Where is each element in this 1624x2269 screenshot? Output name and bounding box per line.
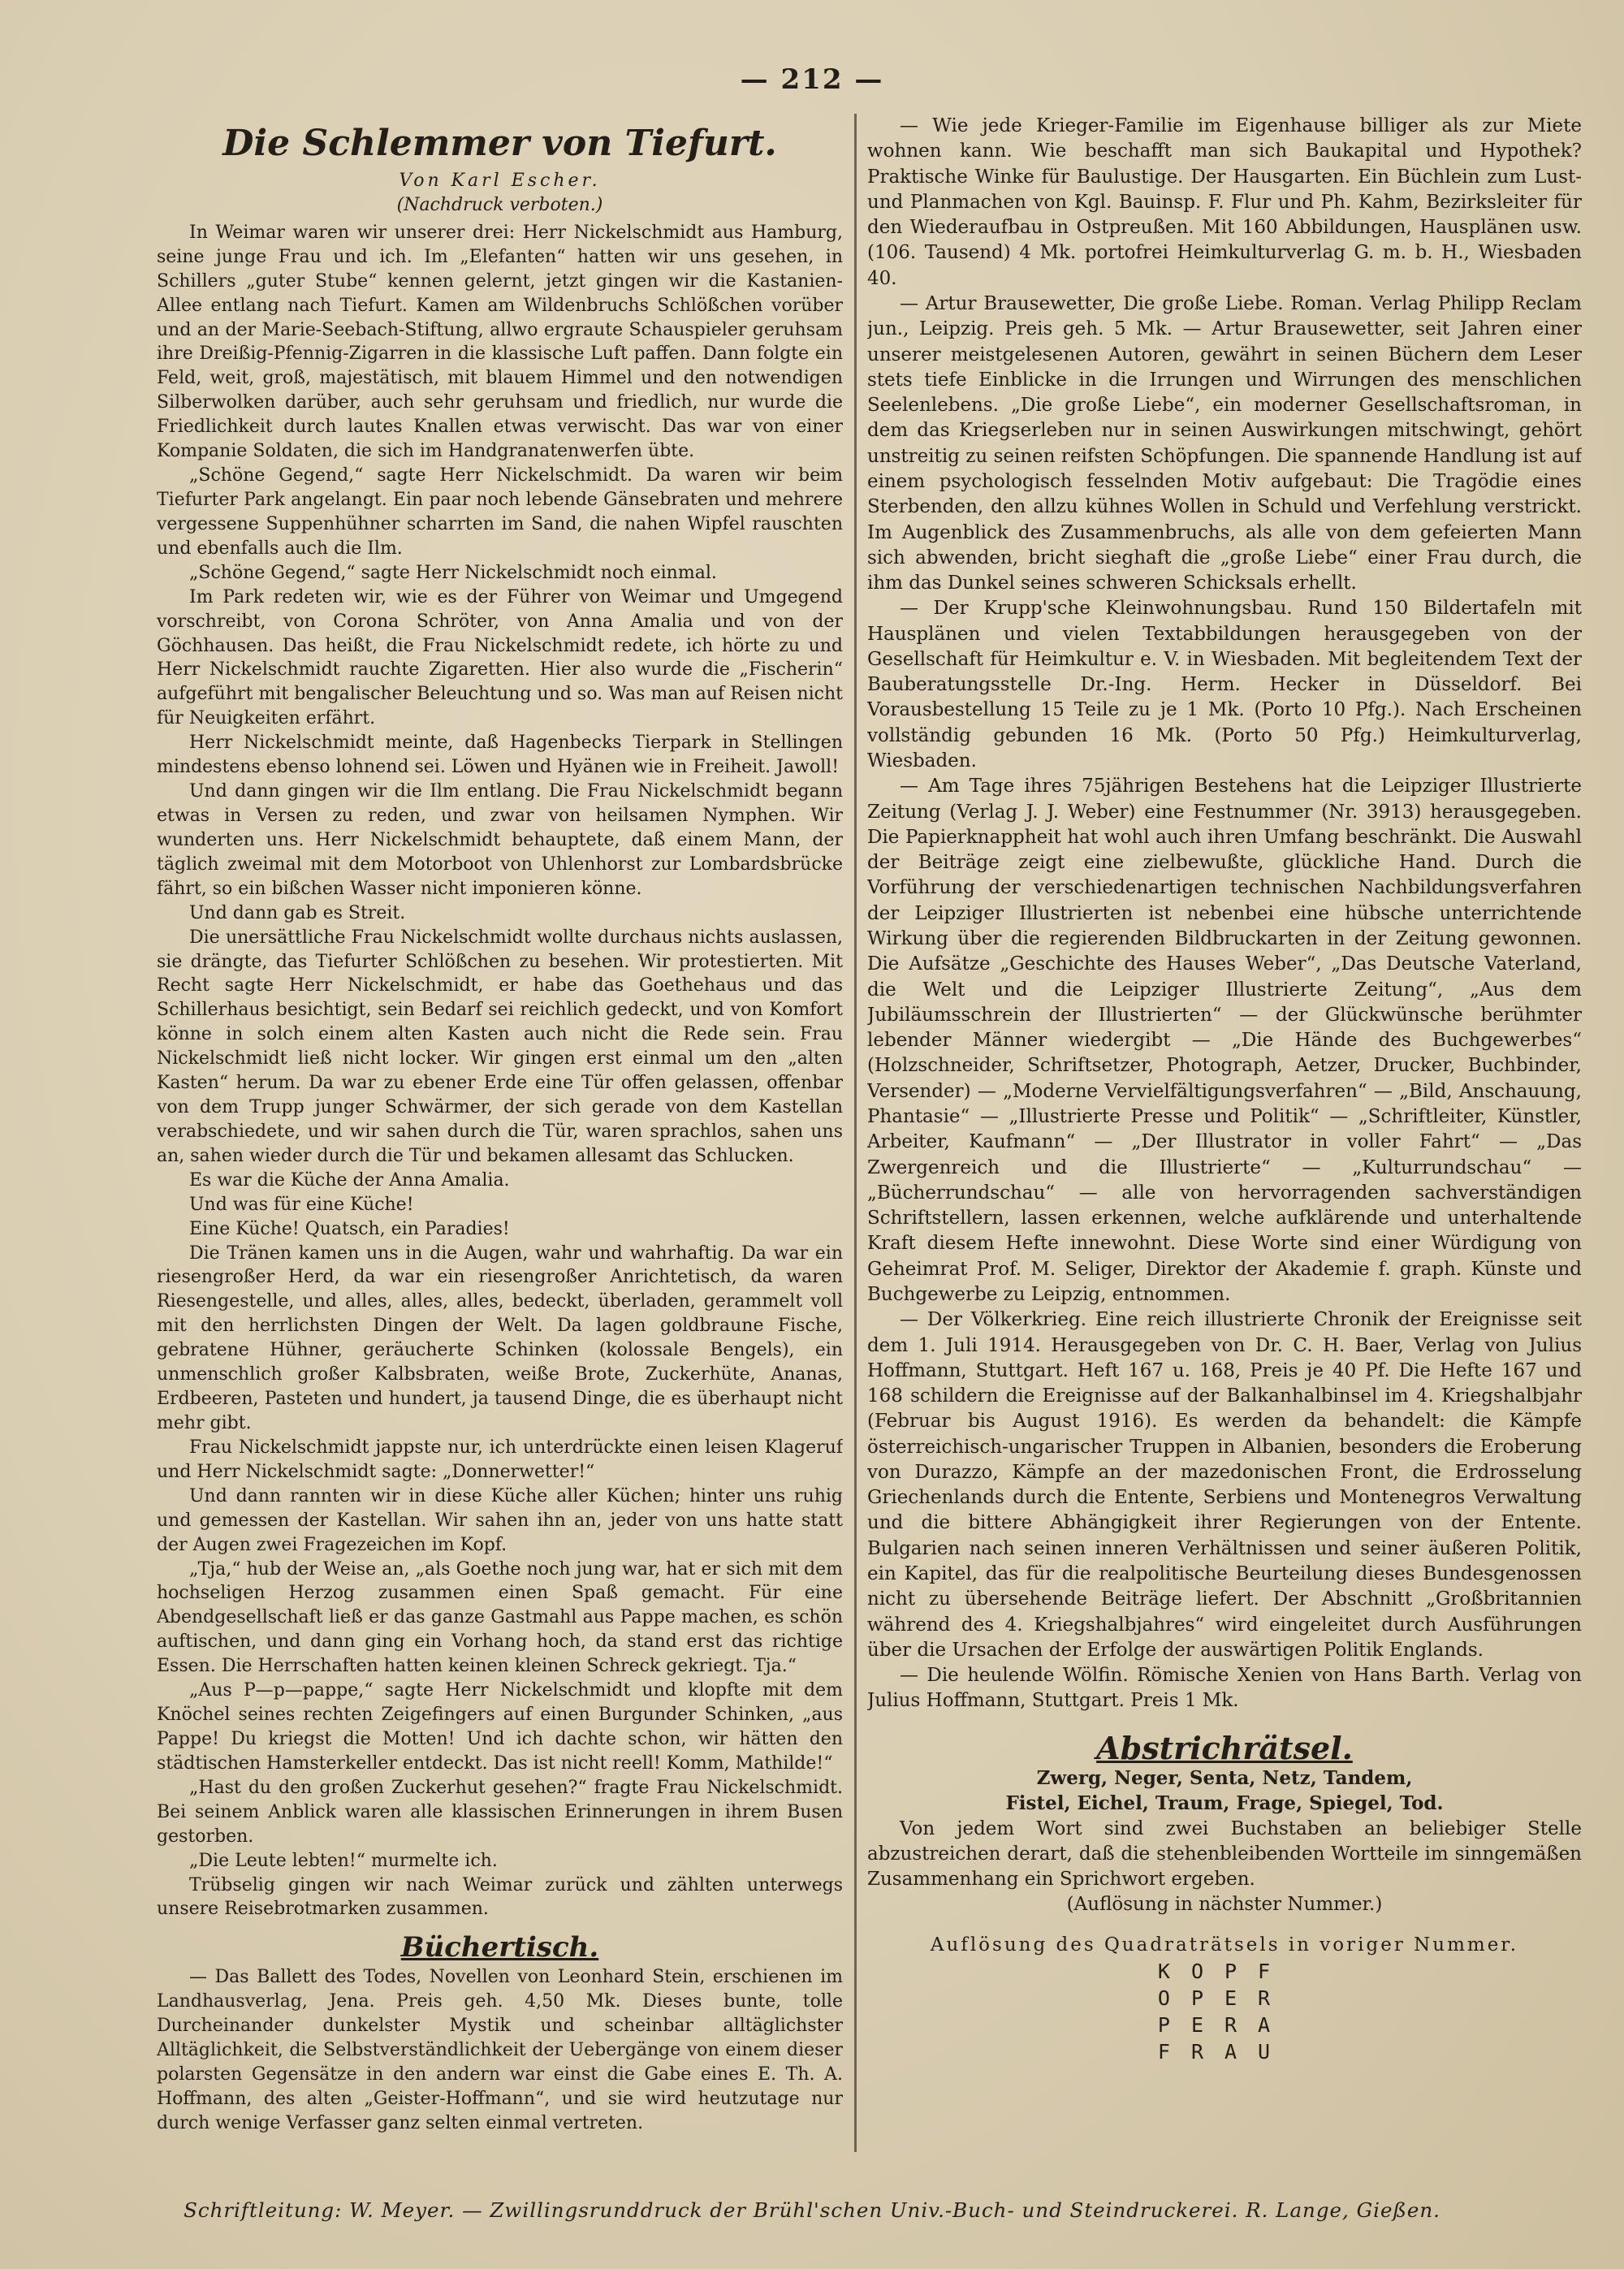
book-review-paragraph: — Der Völkerkrieg. Eine reich illustrierte Chronik der Ereignisse seit dem 1. Juli 1914. Herausgegeben von Dr. C. H. Baer, Verlag von Julius Hoffmann, Stuttgart. Heft 167 u. 168, Preis je 40 Pf. Die Hefte 167 und 168 schildern die Ereignisse auf der Balkanhalbinsel im 4. Kriegshalbjahr (Februar bis August 1916). Es werden da behandelt: die Kämpfe österreichisch-ungarischer Truppen in Albanien, besonders die Eroberung von Durazzo, Kämpfe an der mazedonischen Front, die Erdrosselung Griechenlands durch die Entente, Serbiens und Montenegros Verwaltung und die bittere Abhängigkeit ihrer Regierungen von der Entente. Bulgarien nach seinen inneren Verhältnissen und seiner äußeren Politik, ein Kapitel, das für die realpolitische Beurteilung dieses Bundesgenossen nicht zu übersehende Beiträge liefert. Der Abschnitt „Großbritannien während des 4. Kriegshalbjahres“ wird eingeleitet durch Ausführungen über die Ursachen der Erfolge der auswärtigen Politik Englands. — [867, 1309, 1582, 1661]
section-title-buechertisch: Büchertisch. — [400, 1931, 599, 1964]
right-column — [867, 114, 1582, 2144]
article-paragraph: Die unersättliche Frau Nickelschmidt wollte durchaus nichts auslassen, sie drängte, das Tiefurter Schlößchen zu besehen. Wir protestierten. Mit Recht sagte Herr Nickelschmidt, er habe das Goethehaus und das Schillerhaus besichtigt, sein Bedarf sei reichlich gedeckt, und von Komfort könne in solch einem alten Kasten auch nicht die Rede sein. Frau Nickelschmidt ließ nicht locker. Wir gingen erst einmal um den „alten Kasten“ herum. Da war zu ebener Erde eine Tür offen gelassen, offenbar von dem Trupp junger Schwärmer, der sich gerade von dem Kastellan verabschiedete, und wir sahen durch die Tür, waren sprachlos, sahen uns an, sahen wieder durch die Tür und bekamen allesamt das Schlucken. — [157, 927, 843, 1166]
book-review-paragraph: — Der Krupp'sche Kleinwohnungsbau. Rund 150 Bildertafeln mit Hausplänen und vielen Textabbildungen herausgegeben von der Gesellschaft für Heimkultur e. V. in Wiesbaden. Mit begleitendem Text der Bauberatungsstelle Dr.-Ing. Herm. Hecker in Düsseldorf. Bei Vorausbestellung 15 Teile zu je 1 Mk. (Porto 10 Pfg.). Nach Erscheinen vollständig gebunden 16 Mk. (Porto 50 Pfg.) Heimkulturverlag, Wiesbaden. — [867, 598, 1582, 772]
solution-grid-row: PERA — [1157, 2012, 1292, 2037]
book-review-paragraph: — Artur Brausewetter, Die große Liebe. Roman. Verlag Philipp Reclam jun., Leipzig. Preis geh. 5 Mk. — Artur Brausewetter, seit Jahren einer unserer meistgelesenen Autoren, gewährt in seinen Büchern dem Leser stets tiefe Einblicke in die Irrungen und Wirrungen des menschlichen Seelenlebens. „Die große Liebe“, ein moderner Gesellschaftsroman, in dem das Kriegserleben nur in seinen Auswirkungen mitschwingt, gehört unstreitig zu seinen reifsten Schöpfungen. Die spannende Handlung ist auf einem psychologisch fesselnden Motiv aufgebaut: Die Tragödie eines Sterbenden, den allzu kühnes Wollen in Schuld und Verfehlung verstrickt. Im Augenblick des Zusammenbruchs, als alle von dem gefeierten Mann sich abwenden, bricht sieghaft die „große Liebe“ einer Frau durch, die ihm das Dunkel seines schweren Schicksals erhellt. — [867, 292, 1582, 594]
article-paragraph: „Die Leute lebten!“ murmelte ich. — [189, 1850, 498, 1871]
solution-title: Auflösung des Quadraträtsels in voriger Nummer. — [930, 1934, 1519, 1956]
column-divider — [854, 114, 857, 2152]
puzzle-words-line: Zwerg, Neger, Senta, Netz, Tandem, — [1036, 1767, 1413, 1789]
imprint-footer: Schriftleitung: W. Meyer. — Zwillingsrunddruck der Brühl'schen Univ.-Buch- und Steindruckerei. R. Lange, Gießen. — [184, 2198, 1440, 2222]
article-paragraph: „Schöne Gegend,“ sagte Herr Nickelschmidt. Da waren wir beim Tiefurter Park angelangt. Ein paar noch lebende Gänsebraten und mehrere vergessene Suppenhühner scharrten im Sand, die nahen Wipfel rauschten und ebenfalls auch die Ilm. — [157, 465, 843, 559]
article-paragraph: Und dann rannten wir in diese Küche aller Küchen; hinter uns ruhig und gemessen der Kastellan. Wir sahen ihn an, jeder von uns hatte statt der Augen zwei Fragezeichen im Kopf. — [157, 1485, 843, 1555]
article-paragraph: „Hast du den großen Zuckerhut gesehen?“ fragte Frau Nickelschmidt. Bei seinem Anblick waren alle klassischen Erinnerungen in ihrem Busen gestorben. — [157, 1777, 843, 1847]
article-paragraph: Im Park redeten wir, wie es der Führer von Weimar und Umgegend vorschreibt, von Corona Schröter, von Anna Amalia und von der Göchhausen. Das heißt, die Frau Nickelschmidt redete, ich hörte zu und Herr Nickelschmidt rauchte Zigaretten. Hier also wurde die „Fischerin“ aufgeführt mit bengalischer Beleuchtung und so. Was man auf Reisen nicht für Neuigkeiten erfährt. — [157, 586, 843, 729]
book-review-paragraph: — Wie jede Krieger-Familie im Eigenhause billiger als zur Miete wohnen kann. Wie beschafft man sich Baukapital und Hypothek? Praktische Winke für Baulustige. Der Hausgarten. Ein Büchlein zum Lust- und Planmachen von Kgl. Bauinsp. F. Flur und Ph. Kahm, Bezirksleiter für den Wiederaufbau in Ostpreußen. Mit 160 Abbildungen, Hausplänen usw. (106. Tausend) 4 Mk. portofrei Heimkulturverlag G. m. b. H., Wiesbaden 40. — [867, 115, 1582, 289]
puzzle-title: Abstrichrätsel. — [1096, 1729, 1353, 1766]
article-paragraph: In Weimar waren wir unserer drei: Herr Nickelschmidt aus Hamburg, seine junge Frau und ich. Im „Elefanten“ hatten wir uns gesehen, in Schillers „guter Stube“ kennen gelernt, jetzt gingen wir die Kastanien-Allee entlang nach Tiefurt. Kamen am Wildenbruchs Schlößchen vorüber und an der Marie-Seebach-Stiftung, allwo ergraute Schauspieler geruhsam ihre Dreißig-Pfennig-Zigarren in die klassische Luft paffen. Dann folgte ein Feld, weit, groß, majestätisch, mit blauem Himmel und den notwendigen Silberwolken darüber, auch sehr geruhsam und friedlich, nur wurde die Friedlichkeit durch lautes Knallen etwas verwischt. Das war von einer Kompanie Soldaten, die sich im Handgranatenwerfen übte. — [157, 222, 843, 462]
article-paragraph: Und was für eine Küche! — [189, 1194, 414, 1215]
left-column — [157, 114, 843, 2144]
article-byline: Von Karl Escher. — [399, 171, 601, 191]
book-review-paragraph: — Das Ballett des Todes, Novellen von Leonhard Stein, erschienen im Landhausverlag, Jena. Preis geh. 4,50 Mk. Dieses bunte, tolle Durcheinander dunkelster Mystik und scheinbar alltäglichster Alltäglichkeit, die Selbstverständlichkeit der Uebergänge von einem dieser polarsten Gegensätze in den andern war einst die Gabe eines E. Th. A. Hoffmann, des alten „Geister-Hoffmann“, und sie wird heutzutage nur durch wenige Verfasser ganz selten einmal vertreten. — [157, 1967, 843, 2133]
article-paragraph: Eine Küche! Quatsch, ein Paradies! — [189, 1218, 510, 1239]
article-paragraph: Herr Nickelschmidt meinte, daß Hagenbecks Tierpark in Stellingen mindestens ebenso lohnend sei. Löwen und Hyänen wie in Freiheit. Jawoll! — [157, 733, 843, 778]
article-paragraph: Und dann gingen wir die Ilm entlang. Die Frau Nickelschmidt begann etwas in Versen zu reden, und zwar von heilsamen Nymphen. Wir wunderten uns. Herr Nickelschmidt behauptete, daß einem Mann, der täglich zweimal mit dem Motorboot von Uhlenhorst zur Lombardsbrücke fährt, so ein bißchen Wasser nicht imponieren könne. — [157, 781, 843, 899]
puzzle-solution-note: (Auflösung in nächster Nummer.) — [1066, 1894, 1383, 1916]
puzzle-instructions: Von jedem Wort sind zwei Buchstaben an beliebiger Stelle abzustreichen derart, daß die stehenbleibenden Wortteile im sinngemäßen Zusammenhang ein Sprichwort ergeben. — [867, 1817, 1582, 1891]
solution-grid-row: KOPF — [1157, 1959, 1292, 1983]
article-paragraph: Es war die Küche der Anna Amalia. — [189, 1169, 510, 1191]
article-title: Die Schlemmer von Tiefurt. — [222, 123, 777, 164]
article-paragraph: „Schöne Gegend,“ sagte Herr Nickelschmidt noch einmal. — [189, 562, 717, 583]
article-paragraph: Und dann gab es Streit. — [189, 902, 406, 923]
article-paragraph: Trübselig gingen wir nach Weimar zurück und zählten unterwegs unsere Reisebrotmarken zusammen. — [157, 1874, 843, 1920]
article-paragraph: „Aus P—p—pappe,“ sagte Herr Nickelschmidt und klopfte mit dem Knöchel seines rechten Zeigefingers auf einen Burgunder Schinken, „aus Pappe! Du kriegst die Motten! Und ich dachte schon, wir hätten den städtischen Hamsterkeller entdeckt. Das ist nicht reell! Komm, Mathilde!“ — [157, 1680, 843, 1774]
puzzle-words-line: Fistel, Eichel, Traum, Frage, Spiegel, Tod. — [1005, 1792, 1444, 1815]
book-review-paragraph: — Am Tage ihres 75jährigen Bestehens hat die Leipziger Illustrierte Zeitung (Verlag J. J. Weber) eine Festnummer (Nr. 3913) herausgegeben. Die Papierknappheit hat wohl auch ihren Umfang beschränkt. Die Auswahl der Beiträge zeigt eine zielbewußte, glückliche Hand. Durch die Vorführung der verschiedenartigen technischen Nachbildungsverfahren der Leipziger Illustrierten ist nebenbei eine hübsche unterrichtende Wirkung über die regierenden Bildbruckarten in der Zeitung gewonnen. Die Aufsätze „Geschichte des Hauses Weber“, „Das Deutsche Vaterland, die Welt und die Leipziger Illustrierte Zeitung“, „Aus dem Jubiläumsschrein der Illustrierten“ — der Glückwünsche berühmter lebender Männer wiedergibt — „Die Hände des Buchgewerbes“ (Holzschneider, Schriftsetzer, Photograph, Aetzer, Drucker, Buchbinder, Versender) — „Moderne Vervielfältigungsverfahren“ — „Bild, Anschauung, Phantasie“ — „Illustrierte Presse und Politik“ — „Schriftleiter, Künstler, Arbeiter, Kaufmann“ — „Der Illustrator in voller Fahrt“ — „Das Zwergenreich und die Illustrierte“ — „Kulturrundschau“ — „Bücherrundschau“ — alle von hervorragenden sachverständigen Schriftstellern, lassen erkennen, welche aufklärende und unterhaltende Kraft diesem Hefte innewohnt. Diese Worte sind einer Würdigung von Geheimrat Prof. M. Seliger, Direktor der Akademie f. graph. Künste und Buchgewerbe zu Leipzig, entnommen. — [867, 776, 1582, 1305]
book-review-paragraph: — Die heulende Wölfin. Römische Xenien von Hans Barth. Verlag von Julius Hoffmann, Stuttgart. Preis 1 Mk. — [867, 1665, 1582, 1712]
solution-grid-row: FRAU — [1157, 2039, 1292, 2064]
article-paragraph: Frau Nickelschmidt jappste nur, ich unterdrückte einen leisen Klageruf und Herr Nickelschmidt sagte: „Donnerwetter!“ — [157, 1437, 843, 1482]
solution-grid-row: OPER — [1157, 1986, 1292, 2010]
article-paragraph: „Tja,“ hub der Weise an, „als Goethe noch jung war, hat er sich mit dem hochseligen Herzog zusammen einen Spaß gemacht. Für eine Abendgesellschaft ließ er das ganze Gastmahl aus Pappe machen, es schön auftischen, und dann ging ein Vorhang hoch, da stand erst das richtige Essen. Die Herrschaften hatten keinen kleinen Schreck gekriegt. Tja.“ — [157, 1558, 843, 1677]
article-paragraph: Die Tränen kamen uns in die Augen, wahr und wahrhaftig. Da war ein riesengroßer Herd, da war ein riesengroßer Anrichtetisch, da waren Riesengestelle, und alles, alles, alles, bedeckt, überladen, gerammelt voll mit den herrlichsten Dingen der Welt. Da lagen goldbraune Fische, gebratene Hühner, geräucherte Schinken (kolossale Bengels), ein unmenschlich großer Kalbsbraten, weiße Brote, Zuckerhüte, Ananas, Erdbeeren, Pasteten und hundert, ja tausend Dinge, die es überhaupt nicht mehr gibt. — [157, 1243, 843, 1434]
reprint-note: (Nachdruck verboten.) — [396, 194, 603, 215]
page-number: — 212 — — [740, 63, 884, 96]
